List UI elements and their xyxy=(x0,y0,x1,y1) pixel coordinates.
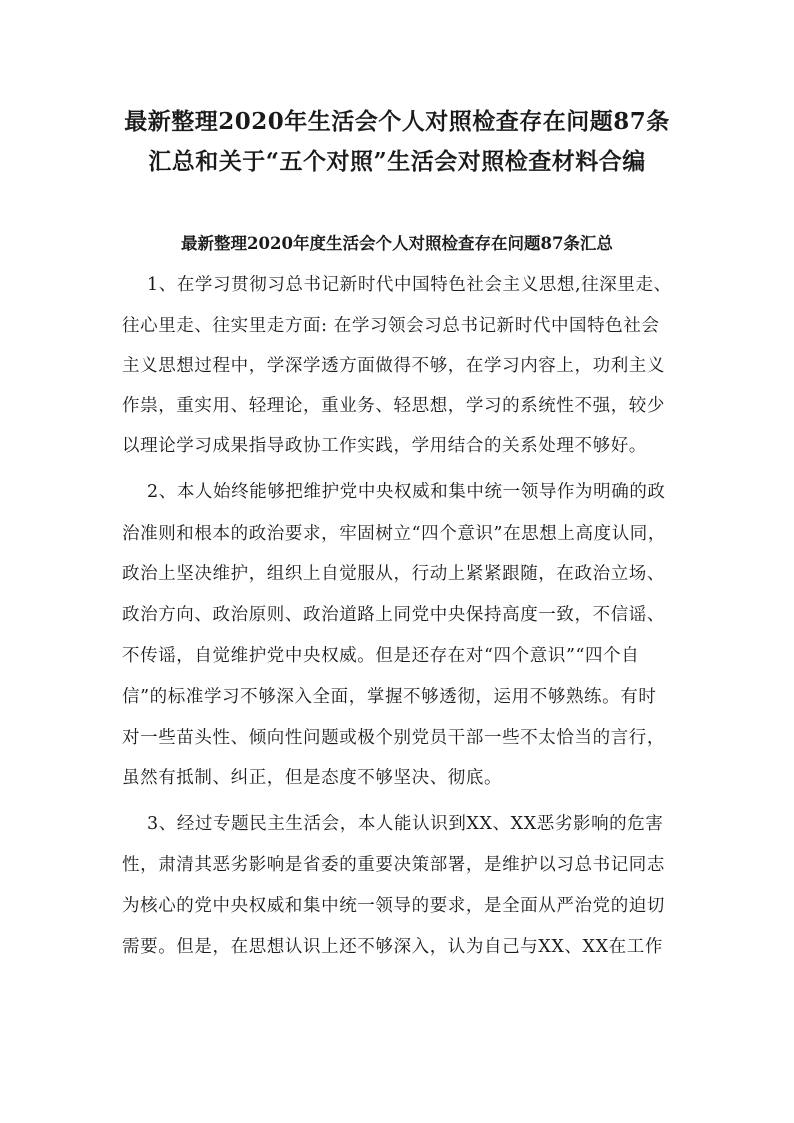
paragraph-line: 为核心的党中央权威和集中统一领导的要求，是全面从严治党的迫切 xyxy=(122,896,665,916)
paragraph-line: 需要。但是，在思想认识上还不够深入，认为自己与XX、XX在工作 xyxy=(122,937,663,957)
paragraph-line: 性，肃清其恶劣影响是省委的重要决策部署，是维护以习总书记同志 xyxy=(122,855,665,875)
paragraph-line: 以理论学习成果指导政协工作实践，学用结合的关系处理不够好。 xyxy=(122,436,647,456)
paragraph-line: 往心里走、往实里走方面: 在学习领会习总书记新时代中国特色社会 xyxy=(122,316,660,336)
paragraph-line: 主义思想过程中，学深学透方面做得不够，在学习内容上，功利主义 xyxy=(122,356,665,376)
section-heading: 最新整理2020年度生活会个人对照检查存在问题87条汇总 xyxy=(181,234,613,253)
paragraph-line: 信”的标准学习不够深入全面，掌握不够透彻，运用不够熟练。有时 xyxy=(122,687,657,707)
document-title-line-2: 汇总和关于“五个对照”生活会对照检查材料合编 xyxy=(148,148,646,175)
paragraph-line: 对一些苗头性、倾向性问题或极个别党员干部一些不太恰当的言行， xyxy=(122,728,665,748)
paragraph-line: 政治方向、政治原则、政治道路上同党中央保持高度一致，不信谣、 xyxy=(122,605,665,625)
paragraph-line: 政治上坚决维护，组织上自觉服从，行动上紧紧跟随，在政治立场、 xyxy=(122,564,665,584)
paragraph-line: 2、本人始终能够把维护党中央权威和集中统一领导作为明确的政 xyxy=(147,482,666,502)
paragraph-line: 治准则和根本的政治要求，牢固树立“四个意识”在思想上高度认同， xyxy=(122,524,666,544)
paragraph-line: 虽然有抵制、纠正，但是态度不够坚决、彻底。 xyxy=(122,768,503,788)
document-title-line-1: 最新整理2020年生活会个人对照检查存在问题87条 xyxy=(124,108,670,135)
paragraph-line: 不传谣，自觉维护党中央权威。但是还存在对“四个意识”“四个自 xyxy=(122,646,640,666)
paragraph-line: 作祟，重实用、轻理论，重业务、轻思想，学习的系统性不强，较少 xyxy=(122,396,665,416)
paragraph-line: 3、经过专题民主生活会，本人能认识到XX、XX恶劣影响的危害 xyxy=(147,814,664,834)
paragraph-line: 1、在学习贯彻习总书记新时代中国特色社会主义思想,往深里走、 xyxy=(147,275,672,295)
